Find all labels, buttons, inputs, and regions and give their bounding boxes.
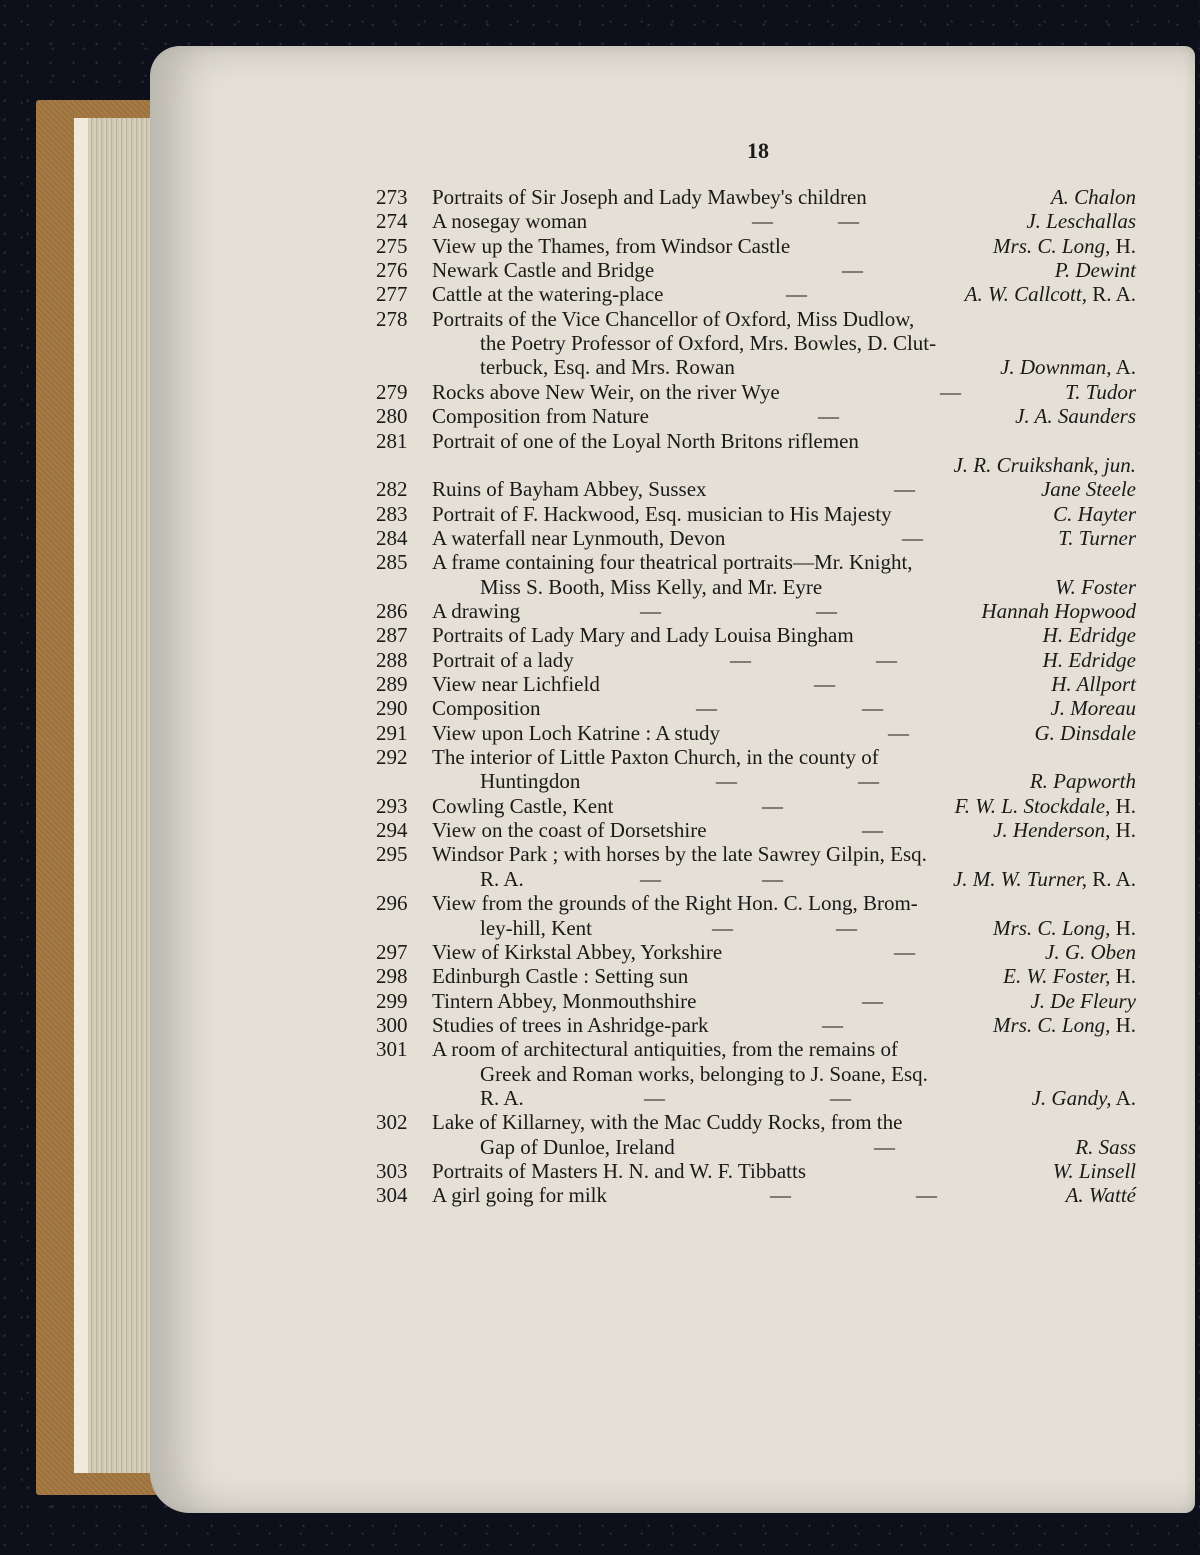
catalogue-entry — [376, 476, 1136, 502]
entry-number: 289 — [376, 672, 408, 696]
entry-title: Lake of Killarney, with the Mac Cuddy Rocks, from the — [432, 1110, 903, 1135]
entry-number: 280 — [376, 404, 408, 429]
artist-name: H. Edridge — [1042, 623, 1136, 648]
entry-number: 304 — [376, 1183, 408, 1208]
catalogue-entry — [376, 330, 1136, 356]
separator-dash: — — [916, 1183, 937, 1208]
separator-dash: — — [862, 696, 883, 721]
entry-number: 277 — [376, 282, 408, 307]
entry-title: Portraits of Sir Joseph and Lady Mawbey's children — [432, 185, 867, 209]
artist-name: H. Allport — [1051, 672, 1136, 696]
separator-dash: — — [752, 209, 773, 234]
entry-number: 279 — [376, 379, 408, 404]
entry-title: A waterfall near Lynmouth, Devon — [432, 525, 726, 550]
entry-artist — [1065, 379, 1136, 405]
entry-number: 274 — [376, 209, 408, 234]
entry-number: 288 — [376, 647, 408, 672]
entry-title: View up the Thames, from Windsor Castle — [432, 233, 791, 258]
entry-artist — [1000, 354, 1136, 380]
entry-number: 290 — [376, 696, 408, 721]
catalogue-entry — [376, 1182, 1136, 1208]
entry-number: 282 — [376, 477, 408, 502]
artist-suffix: R. A. — [1086, 282, 1136, 307]
separator-dash: — — [858, 769, 879, 794]
separator-dash: — — [818, 404, 839, 429]
entry-title: Greek and Roman works, belonging to J. Soane, Esq. — [480, 1061, 928, 1086]
entry-artist — [1053, 1158, 1136, 1184]
catalogue-entry — [376, 963, 1136, 989]
entry-number: 302 — [376, 1110, 408, 1135]
catalogue-entry — [376, 939, 1136, 965]
entry-number: 278 — [376, 306, 408, 331]
entry-title: terbuck, Esq. and Mrs. Rowan — [480, 355, 735, 380]
artist-name: J. R. Cruikshank, jun. — [953, 452, 1136, 477]
separator-dash: — — [644, 1085, 665, 1110]
entry-title: Portraits of the Vice Chancellor of Oxford, Miss Dudlow, — [432, 306, 915, 331]
entry-title: View near Lichfield — [432, 672, 600, 696]
entry-title: View upon Loch Katrine : A study — [432, 720, 721, 745]
artist-name: Hannah Hopwood — [981, 598, 1136, 623]
artist-name: J. Downman, — [1000, 355, 1112, 380]
entry-title: the Poetry Professor of Oxford, Mrs. Bowles, D. Clut- — [480, 331, 937, 356]
catalogue-entry — [376, 622, 1136, 648]
artist-name: F. W. L. Stockdale, — [954, 793, 1111, 818]
entry-title: Ruins of Bayham Abbey, Sussex — [432, 477, 707, 502]
separator-dash: — — [640, 866, 661, 891]
entry-title: Miss S. Booth, Miss Kelly, and Mr. Eyre — [480, 574, 823, 599]
entry-artist — [993, 915, 1136, 941]
separator-dash: — — [730, 647, 751, 672]
entry-artist — [1045, 939, 1136, 965]
entry-artist — [965, 281, 1136, 307]
separator-dash: — — [888, 720, 909, 745]
catalogue-entry — [376, 1109, 1136, 1135]
artist-name: Mrs. C. Long, — [993, 1012, 1111, 1037]
entry-artist — [1075, 1134, 1136, 1160]
entry-artist — [981, 598, 1136, 624]
artist-suffix: A. — [1111, 355, 1136, 380]
catalogue-entry — [376, 695, 1136, 721]
entry-number: 301 — [376, 1037, 408, 1062]
entry-title: Composition — [432, 696, 541, 721]
separator-dash: — — [816, 598, 837, 623]
artist-name: J. Gandy, — [1031, 1085, 1112, 1110]
catalogue-entry — [376, 1036, 1136, 1062]
artist-name: Mrs. C. Long, — [993, 233, 1111, 258]
entry-number: 292 — [376, 745, 408, 770]
catalogue-entry — [376, 1158, 1136, 1184]
entry-artist — [955, 793, 1136, 819]
catalogue-entry — [376, 379, 1136, 405]
entry-title: Cattle at the watering-place — [432, 282, 664, 307]
entry-artist — [1043, 622, 1136, 648]
separator-dash: — — [842, 258, 863, 283]
catalogue-entry — [376, 647, 1136, 673]
separator-dash: — — [716, 769, 737, 794]
artist-name: J. De Fleury — [1030, 988, 1136, 1013]
separator-dash: — — [814, 672, 835, 696]
entry-title: Portrait of F. Hackwood, Esq. musician to His Majesty — [432, 501, 892, 526]
catalogue-entry — [376, 817, 1136, 843]
entry-title: Portrait of a lady — [432, 647, 574, 672]
entry-title: A drawing — [432, 598, 521, 623]
entry-title: Tintern Abbey, Monmouthshire — [432, 988, 697, 1013]
entry-title: R. A. — [480, 866, 524, 891]
entry-number: 285 — [376, 550, 408, 575]
entry-number: 295 — [376, 842, 408, 867]
entry-number: 284 — [376, 525, 408, 550]
separator-dash: — — [770, 1183, 791, 1208]
entry-number: 287 — [376, 623, 408, 648]
catalogue-entry — [376, 768, 1136, 794]
catalogue-entry — [376, 281, 1136, 307]
separator-dash: — — [940, 379, 961, 404]
entry-artist — [1058, 525, 1136, 551]
entry-artist — [1035, 720, 1137, 746]
entry-artist — [1051, 671, 1136, 697]
separator-dash: — — [640, 598, 661, 623]
catalogue-entry — [376, 841, 1136, 867]
entry-title: A room of architectural antiquities, from the remains of — [432, 1037, 898, 1062]
artist-suffix: H. — [1110, 964, 1136, 989]
catalogue-entry — [376, 525, 1136, 551]
artist-name: J. A. Saunders — [1015, 404, 1136, 429]
entry-artist — [1051, 184, 1136, 210]
artist-suffix: H. — [1110, 915, 1136, 940]
entry-artist — [1015, 403, 1136, 429]
entry-title: Huntingdon — [480, 769, 581, 794]
separator-dash: — — [822, 1012, 843, 1037]
separator-dash: — — [696, 696, 717, 721]
entry-artist — [993, 1012, 1136, 1038]
artist-name: E. W. Foster, — [1003, 964, 1111, 989]
catalogue-entry — [376, 549, 1136, 575]
catalogue-entry — [376, 890, 1136, 916]
entry-artist — [1032, 1085, 1136, 1111]
catalogue-entry — [376, 866, 1136, 892]
artist-name: H. Edridge — [1042, 647, 1136, 672]
entry-artist — [1066, 1182, 1136, 1208]
separator-dash: — — [862, 988, 883, 1013]
entry-number: 283 — [376, 501, 408, 526]
entry-artist — [1041, 476, 1136, 502]
catalogue-entry — [376, 915, 1136, 941]
entry-number: 294 — [376, 818, 408, 843]
entry-title: The interior of Little Paxton Church, in the county of — [432, 745, 879, 770]
artist-name: P. Dewint — [1054, 258, 1136, 283]
entry-artist — [1053, 501, 1136, 527]
entry-number: 299 — [376, 988, 408, 1013]
artist-name: J. G. Oben — [1045, 939, 1136, 964]
catalogue-entry — [376, 354, 1136, 380]
entry-artist — [1055, 574, 1136, 600]
separator-dash: — — [762, 866, 783, 891]
entry-number: 291 — [376, 720, 408, 745]
catalogue-entry — [376, 1085, 1136, 1111]
artist-name: W. Foster — [1055, 574, 1136, 599]
catalogue-entry — [376, 671, 1136, 697]
entry-artist — [1055, 257, 1136, 283]
entry-title: ley-hill, Kent — [480, 915, 592, 940]
separator-dash: — — [712, 915, 733, 940]
catalogue-entry — [376, 233, 1136, 259]
artist-name: T. Turner — [1058, 525, 1136, 550]
entry-artist — [1030, 988, 1136, 1014]
entry-title: Cowling Castle, Kent — [432, 793, 614, 818]
entry-title: Edinburgh Castle : Setting sun — [432, 964, 689, 989]
artist-name: R. Papworth — [1029, 769, 1136, 794]
page-number: 18 — [747, 138, 769, 163]
artist-name: R. Sass — [1075, 1134, 1136, 1159]
catalogue-entry — [376, 501, 1136, 527]
catalogue-entry — [376, 744, 1136, 770]
entry-title: A girl going for milk — [432, 1183, 607, 1208]
separator-dash: — — [874, 1134, 895, 1159]
entry-artist — [993, 233, 1136, 259]
catalogue-entry — [376, 1012, 1136, 1038]
separator-dash: — — [862, 818, 883, 843]
separator-dash: — — [786, 282, 807, 307]
entry-number: 276 — [376, 258, 408, 283]
catalogue-entry — [376, 598, 1136, 624]
entry-title: R. A. — [480, 1085, 524, 1110]
separator-dash: — — [838, 209, 859, 234]
entry-title: Studies of trees in Ashridge-park — [432, 1012, 709, 1037]
entry-title: View from the grounds of the Right Hon. C. Long, Brom- — [432, 891, 918, 916]
artist-name: J. Leschallas — [1026, 209, 1136, 234]
artist-suffix: H. — [1110, 818, 1136, 843]
catalogue-entry — [376, 428, 1136, 454]
artist-name: G. Dinsdale — [1034, 720, 1136, 745]
entry-number: 273 — [376, 185, 408, 209]
entry-title: Portraits of Masters H. N. and W. F. Tibbatts — [432, 1159, 807, 1183]
catalogue-entry — [376, 403, 1136, 429]
entry-artist — [993, 817, 1136, 843]
entry-number: 298 — [376, 964, 408, 989]
entry-title: Portraits of Lady Mary and Lady Louisa Bingham — [432, 623, 854, 648]
entry-number: 293 — [376, 793, 408, 818]
separator-dash: — — [762, 793, 783, 818]
artist-name: J. Moreau — [1050, 696, 1136, 721]
artist-name: J. Henderson, — [993, 818, 1111, 843]
entry-number: 286 — [376, 598, 408, 623]
separator-dash: — — [902, 525, 923, 550]
artist-name: W. Linsell — [1052, 1159, 1136, 1183]
artist-name: A. W. Callcott, — [964, 282, 1087, 307]
entry-artist — [1043, 647, 1136, 673]
entry-number: 275 — [376, 233, 408, 258]
separator-dash: — — [894, 939, 915, 964]
entry-number: 303 — [376, 1159, 408, 1183]
catalogue-entry — [376, 988, 1136, 1014]
separator-dash: — — [836, 915, 857, 940]
entry-artist — [1050, 695, 1136, 721]
catalogue-entry — [376, 208, 1136, 234]
entry-title: Newark Castle and Bridge — [432, 258, 655, 283]
entry-title: View of Kirkstal Abbey, Yorkshire — [432, 939, 723, 964]
entry-artist — [1030, 768, 1136, 794]
entry-title: A nosegay woman — [432, 209, 588, 234]
entry-number: 281 — [376, 428, 408, 453]
artist-name: C. Hayter — [1053, 501, 1136, 526]
separator-dash: — — [876, 647, 897, 672]
entry-title: View on the coast of Dorsetshire — [432, 818, 707, 843]
artist-suffix: A. — [1111, 1085, 1136, 1110]
catalogue-entry — [376, 720, 1136, 746]
entry-title: Gap of Dunloe, Ireland — [480, 1134, 675, 1159]
entry-title: A frame containing four theatrical portraits—Mr. Knight, — [432, 550, 913, 575]
artist-name: T. Tudor — [1065, 379, 1136, 404]
catalogue-entry — [376, 793, 1136, 819]
separator-dash: — — [894, 477, 915, 502]
artist-name: A. Watté — [1065, 1183, 1136, 1208]
entry-number: 300 — [376, 1012, 408, 1037]
artist-name: A. Chalon — [1050, 185, 1136, 209]
artist-suffix: H. — [1110, 233, 1136, 258]
catalogue-entry — [376, 1134, 1136, 1160]
artist-suffix: H. — [1110, 793, 1136, 818]
artist-name: Mrs. C. Long, — [993, 915, 1111, 940]
entry-title: Portrait of one of the Loyal North Britons riflemen — [432, 428, 859, 453]
entry-number: 297 — [376, 939, 408, 964]
catalogue-entry — [376, 452, 1136, 478]
entry-artist — [953, 452, 1136, 478]
separator-dash: — — [830, 1085, 851, 1110]
entry-title: Composition from Nature — [432, 404, 649, 429]
entry-number: 296 — [376, 891, 408, 916]
catalogue-entry — [376, 184, 1136, 210]
artist-suffix: H. — [1110, 1012, 1136, 1037]
entry-artist — [953, 866, 1136, 892]
catalogue-entry — [376, 574, 1136, 600]
entry-title: Windsor Park ; with horses by the late Sawrey Gilpin, Esq. — [432, 842, 927, 867]
artist-name: Jane Steele — [1040, 477, 1136, 502]
artist-name: J. M. W. Turner, — [952, 866, 1087, 891]
catalogue-entry — [376, 1061, 1136, 1087]
catalogue-entry — [376, 306, 1136, 332]
entry-artist — [1003, 963, 1136, 989]
catalogue-entry — [376, 257, 1136, 283]
entry-title: Rocks above New Weir, on the river Wye — [432, 379, 780, 404]
artist-suffix: R. A. — [1086, 866, 1136, 891]
entry-artist — [1026, 208, 1136, 234]
